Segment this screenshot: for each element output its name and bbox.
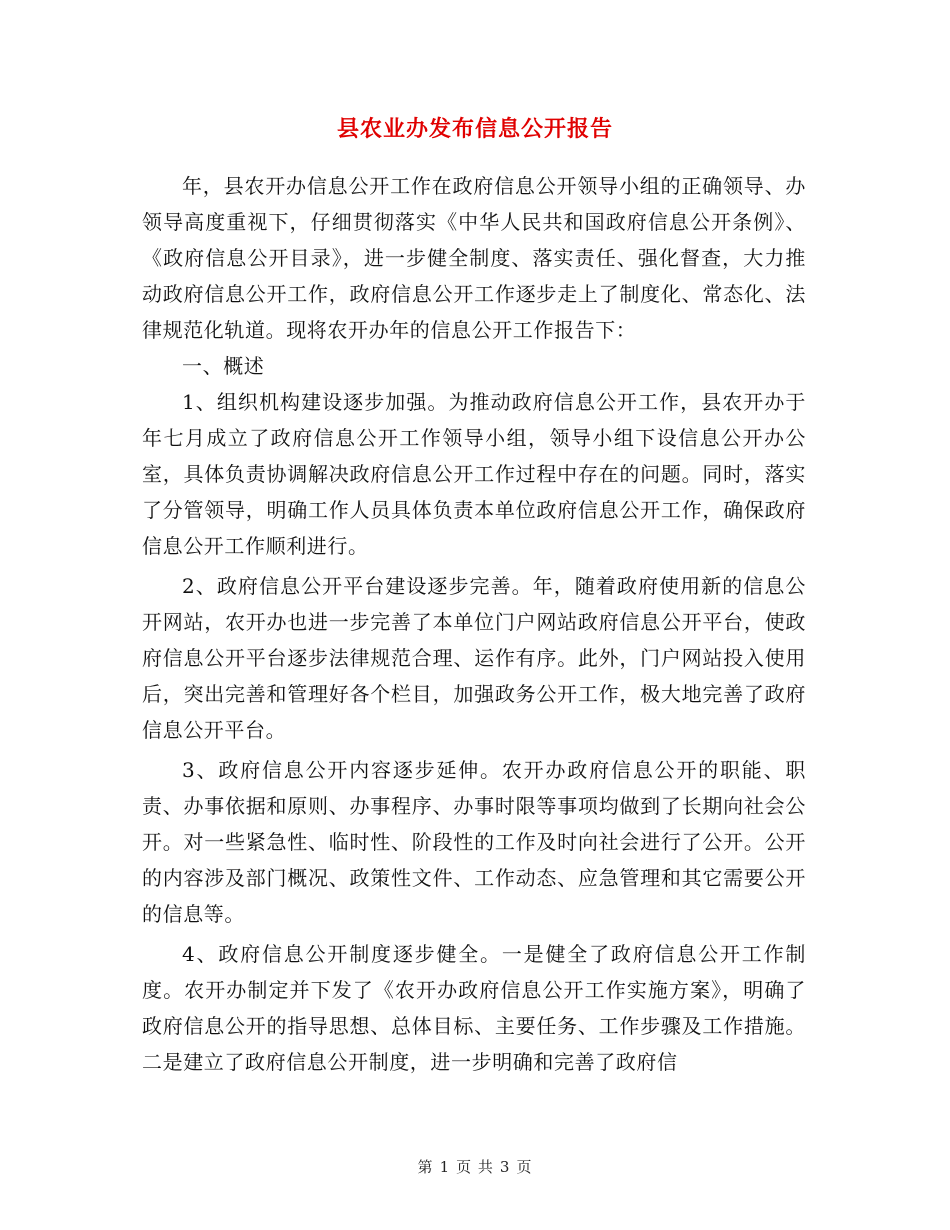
paragraph-intro: 年，县农开办信息公开工作在政府信息公开领导小组的正确领导、办领导高度重视下，仔细贯彻落实《中华人民共和国政府信息公开条例》、《政府信息公开目录》，进一步健全制度、落实责任、强化督查，大力推动政府信息公开工作，政府信息公开工作逐步走上了制度化、常态化、法律规范化轨道。现将农开办年的信息公开工作报告下：: [142, 174, 806, 342]
paragraph-item-1: 1、组织机构建设逐步加强。为推动政府信息公开工作，县农开办于年七月成立了政府信息公开工作领导小组，领导小组下设信息公开办公室，具体负责协调解决政府信息公开工作过程中存在的问题。同时，落实了分管领导，明确工作人员具体负责本单位政府信息公开工作，确保政府信息公开工作顺利进行。: [142, 390, 806, 558]
document-title: 县农业办发布信息公开报告: [336, 117, 613, 142]
document-body: [142, 168, 806, 1080]
paragraph-item-3: 3、政府信息公开内容逐步延伸。农开办政府信息公开的职能、职责、办事依据和原则、办事程序、办事时限等事项均做到了长期向社会公开。对一些紧急性、临时性、阶段性的工作及时向社会进行了公开。公开的内容涉及部门概况、政策性文件、工作动态、应急管理和其它需要公开的信息等。: [142, 758, 806, 926]
footer-prefix: 第: [417, 1158, 434, 1176]
paragraph-item-4: 4、政府信息公开制度逐步健全。一是健全了政府信息公开工作制度。农开办制定并下发了《农开办政府信息公开工作实施方案》，明确了政府信息公开的指导思想、总体目标、主要任务、工作步骤及工作措施。二是建立了政府信息公开制度，进一步明确和完善了政府信: [142, 942, 806, 1074]
footer-middle: 页 共: [456, 1158, 494, 1176]
footer-total-pages: 3: [499, 1158, 511, 1176]
page-footer: [0, 1156, 950, 1177]
section-heading-overview: 一、概述: [182, 354, 265, 378]
paragraph-item-2: 2、政府信息公开平台建设逐步完善。年，随着政府使用新的信息公开网站，农开办也进一步完善了本单位门户网站政府信息公开平台，使政府信息公开平台逐步法律规范合理、运作有序。此外，门户网站投入使用后，突出完善和管理好各个栏目，加强政务公开工作，极大地完善了政府信息公开平台。: [142, 574, 806, 742]
footer-suffix: 页: [516, 1158, 533, 1176]
footer-page-number: 1: [439, 1158, 451, 1176]
